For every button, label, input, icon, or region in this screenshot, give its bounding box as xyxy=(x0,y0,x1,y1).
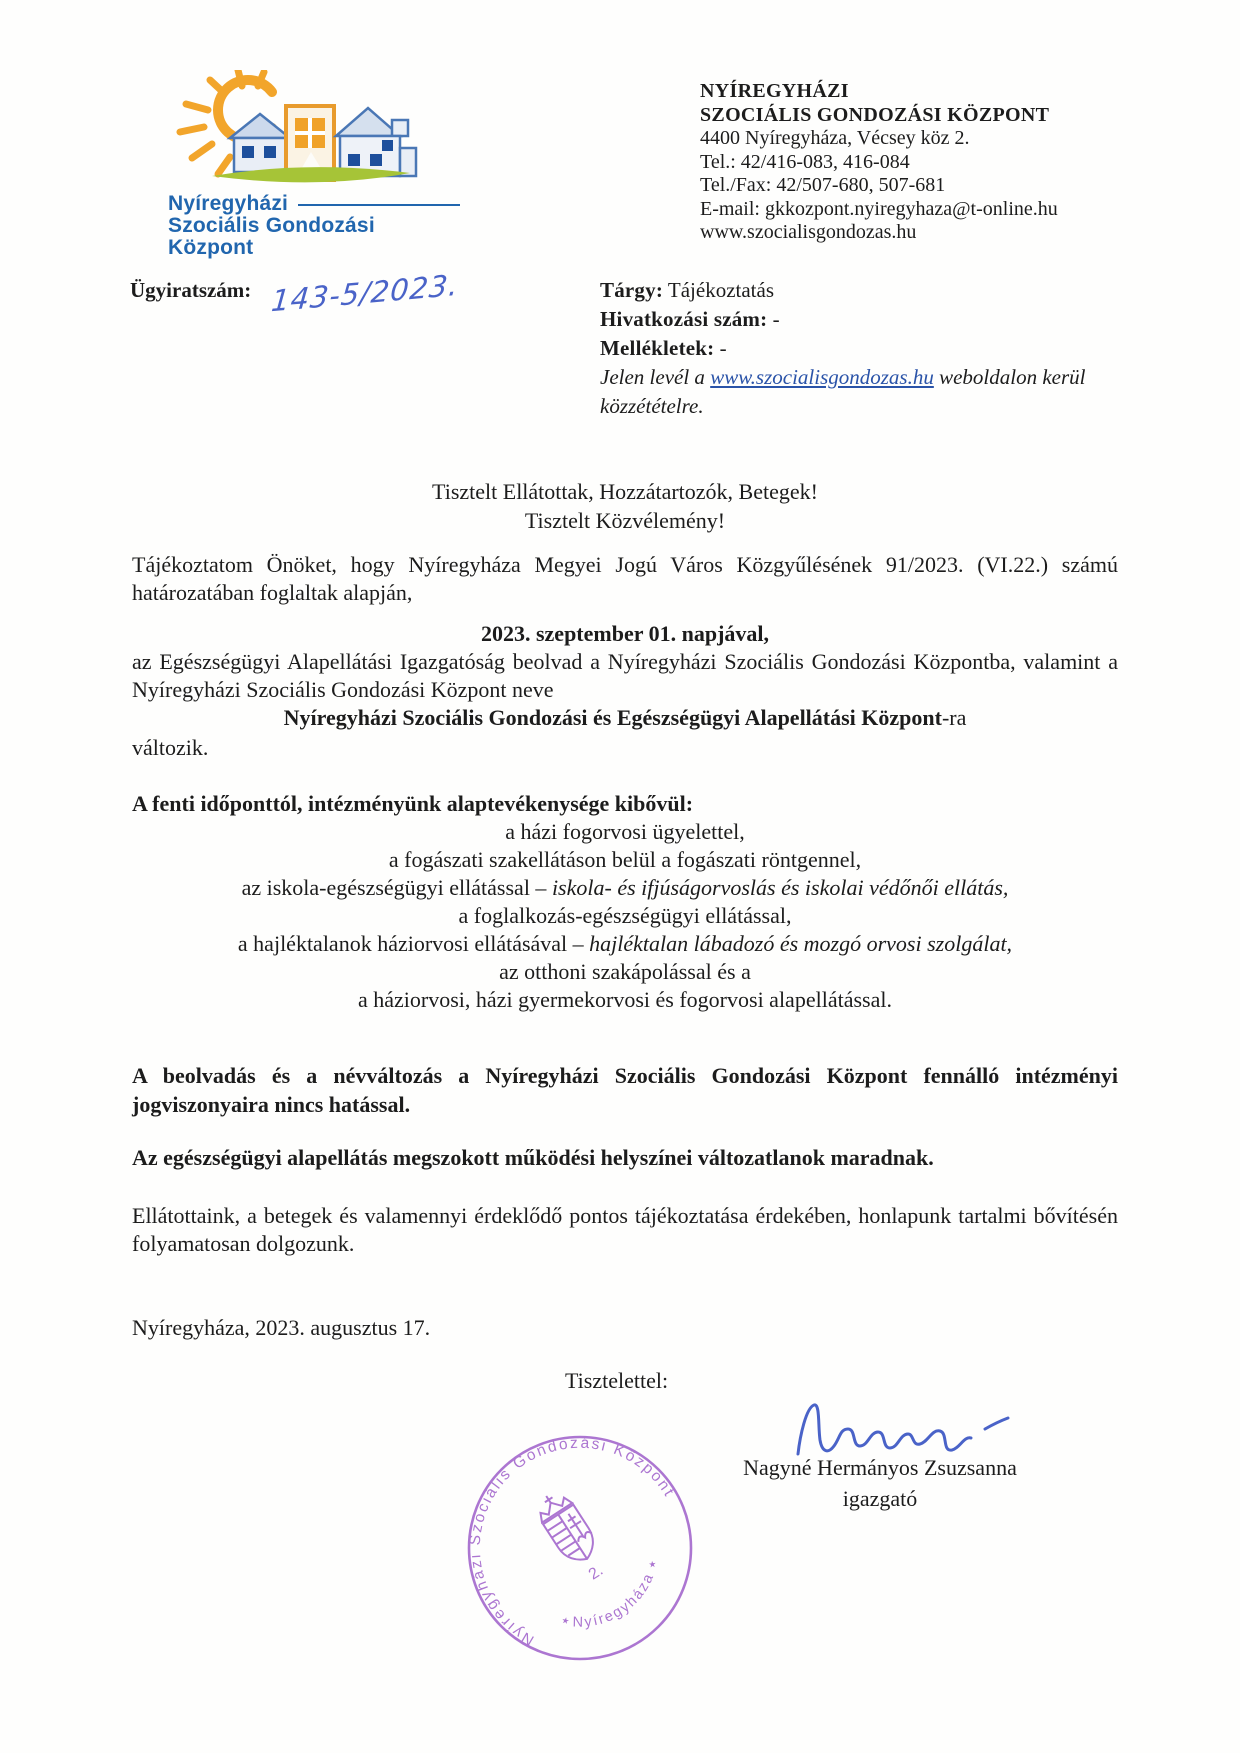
handwritten-reference-number: 143-5/2023. xyxy=(269,267,460,319)
new-name-line xyxy=(132,704,1118,732)
signer-title: igazgató xyxy=(842,1486,918,1511)
logo-name-line1: Nyíregyházi xyxy=(168,192,289,215)
service-line xyxy=(132,902,1118,930)
paragraph-legal-status: A beolvadás és a névváltozás a Nyíregyházi Szociális Gondozási Központ fennálló intézményi jogviszonyaira nincs hatással. xyxy=(132,1063,1118,1117)
reference-number-row xyxy=(130,267,460,319)
stamp-ring-text: Nyíregyházi Szociális Gondozási Központ xyxy=(466,1434,679,1649)
closing-regards: Tisztelettel: xyxy=(565,1368,669,1393)
service-text: a foglalkozás-egészségügyi ellátással, xyxy=(458,903,792,928)
reference-label: Ügyiratszám: xyxy=(130,278,252,302)
reference-no-row xyxy=(600,305,1086,334)
service-italic: iskola- és ifjúságorvoslás és iskolai védőnői ellátás, xyxy=(551,875,1009,900)
expansion-heading: A fenti időponttól, intézményünk alaptevékenysége kibővül: xyxy=(132,791,694,816)
service-line xyxy=(132,986,1118,1014)
service-text: a háziorvosi, házi gyermekorvosi és fogorvosi alapellátással. xyxy=(358,987,892,1012)
paragraph-website-info: Ellátottaink, a betegek és valamennyi érdeklődő pontos tájékoztatása érdekében, honlapunk tartalmi bővítésén folyamatosan dolgozunk. xyxy=(132,1203,1118,1256)
salutation xyxy=(132,477,1118,535)
org-name-line2: SZOCIÁLIS GONDOZÁSI KÖZPONT xyxy=(700,103,1050,126)
attachments-label: Mellékletek: xyxy=(600,336,715,360)
attachments-value: - xyxy=(714,336,727,360)
service-line xyxy=(132,818,1118,846)
service-line xyxy=(132,874,1118,902)
subject-row xyxy=(600,276,1086,305)
org-website: www.szocialisgondozas.hu xyxy=(700,221,917,243)
org-tel: Tel.: 42/416-083, 416-084 xyxy=(700,150,910,173)
salutation-line2: Tisztelt Közvélemény! xyxy=(524,508,726,533)
website-link: www.szocialisgondozas.hu xyxy=(710,365,934,389)
service-line xyxy=(132,846,1118,874)
org-address: 4400 Nyíregyháza, Vécsey köz 2. xyxy=(700,127,970,149)
logo-name-line2: Szociális Gondozási Központ xyxy=(168,214,375,259)
subject-block xyxy=(600,276,1086,421)
service-line xyxy=(132,958,1118,986)
note-post: weboldalon kerül xyxy=(933,365,1086,389)
subject-value: Tájékoztatás xyxy=(663,278,775,302)
dateline: Nyíregyháza, 2023. augusztus 17. xyxy=(132,1315,431,1340)
service-text: a házi fogorvosi ügyelettel, xyxy=(505,819,745,844)
org-name-line1: NYÍREGYHÁZI xyxy=(700,80,849,102)
signer-block xyxy=(700,1452,1060,1514)
service-text: a hajléktalanok háziorvosi ellátásával – xyxy=(237,931,590,956)
logo-rule xyxy=(298,204,460,206)
reference-no-value: - xyxy=(767,307,780,331)
changes-line: változik. xyxy=(132,735,209,760)
new-name-suffix: -ra xyxy=(941,705,967,730)
paragraph-locations: Az egészségügyi alapellátás megszokott működési helyszínei változatlanok maradnak. xyxy=(132,1145,934,1170)
services-list xyxy=(132,818,1118,1014)
attachments-row xyxy=(600,334,1086,363)
letterhead-contact-block xyxy=(700,80,1058,245)
service-text: az iskola-egészségügyi ellátással – xyxy=(241,875,552,900)
note-pre: Jelen levél a xyxy=(600,365,711,389)
paragraph-merger: az Egészségügyi Alapellátási Igazgatóság beolvad a Nyíregyházi Szociális Gondozási Központba, valamint a Nyíregyházi Szociális Gondozási Központ neve xyxy=(132,649,1118,702)
publication-note-line1 xyxy=(600,363,1086,392)
subject-label: Tárgy: xyxy=(600,278,664,302)
service-italic: hajléktalan lábadozó és mozgó orvosi szolgálat, xyxy=(589,931,1013,956)
stamp-bottom-text: ٭ Nyíregyháza ٭ xyxy=(559,1558,662,1631)
org-email: E-mail: gkkozpont.nyiregyhaza@t-online.hu xyxy=(700,197,1058,220)
signer-name: Nagyné Hermányos Zsuzsanna xyxy=(743,1455,1017,1480)
stamp-number: 2. xyxy=(585,1561,607,1584)
service-text: a fogászati szakellátáson belül a fogászati röntgennel, xyxy=(388,847,862,872)
round-stamp xyxy=(462,1430,698,1666)
service-text: az otthoni szakápolással és a xyxy=(499,959,751,984)
publication-note-line2: közzétételre. xyxy=(600,394,704,418)
organization-logo xyxy=(168,70,460,259)
effective-date-line: 2023. szeptember 01. napjával, xyxy=(480,621,770,646)
paragraph-announcement: Tájékoztatom Önöket, hogy Nyíregyháza Megyei Jogú Város Közgyűlésének 91/2023. (VI.22.) számú határozatában foglaltak alapján, xyxy=(132,552,1118,605)
new-name-bold: Nyíregyházi Szociális Gondozási és Egészségügyi Alapellátási Központ xyxy=(283,705,942,730)
coat-of-arms-icon xyxy=(531,1486,602,1569)
reference-no-label: Hivatkozási szám: xyxy=(600,307,768,331)
service-line xyxy=(132,930,1118,958)
org-telfax: Tel./Fax: 42/507-680, 507-681 xyxy=(700,174,946,196)
svg-text:٭ Nyíregyháza ٭ xyxy=(554,1553,676,1651)
logo-graphic xyxy=(168,70,448,188)
salutation-line1: Tisztelt Ellátottak, Hozzátartozók, Betegek! xyxy=(432,479,818,504)
